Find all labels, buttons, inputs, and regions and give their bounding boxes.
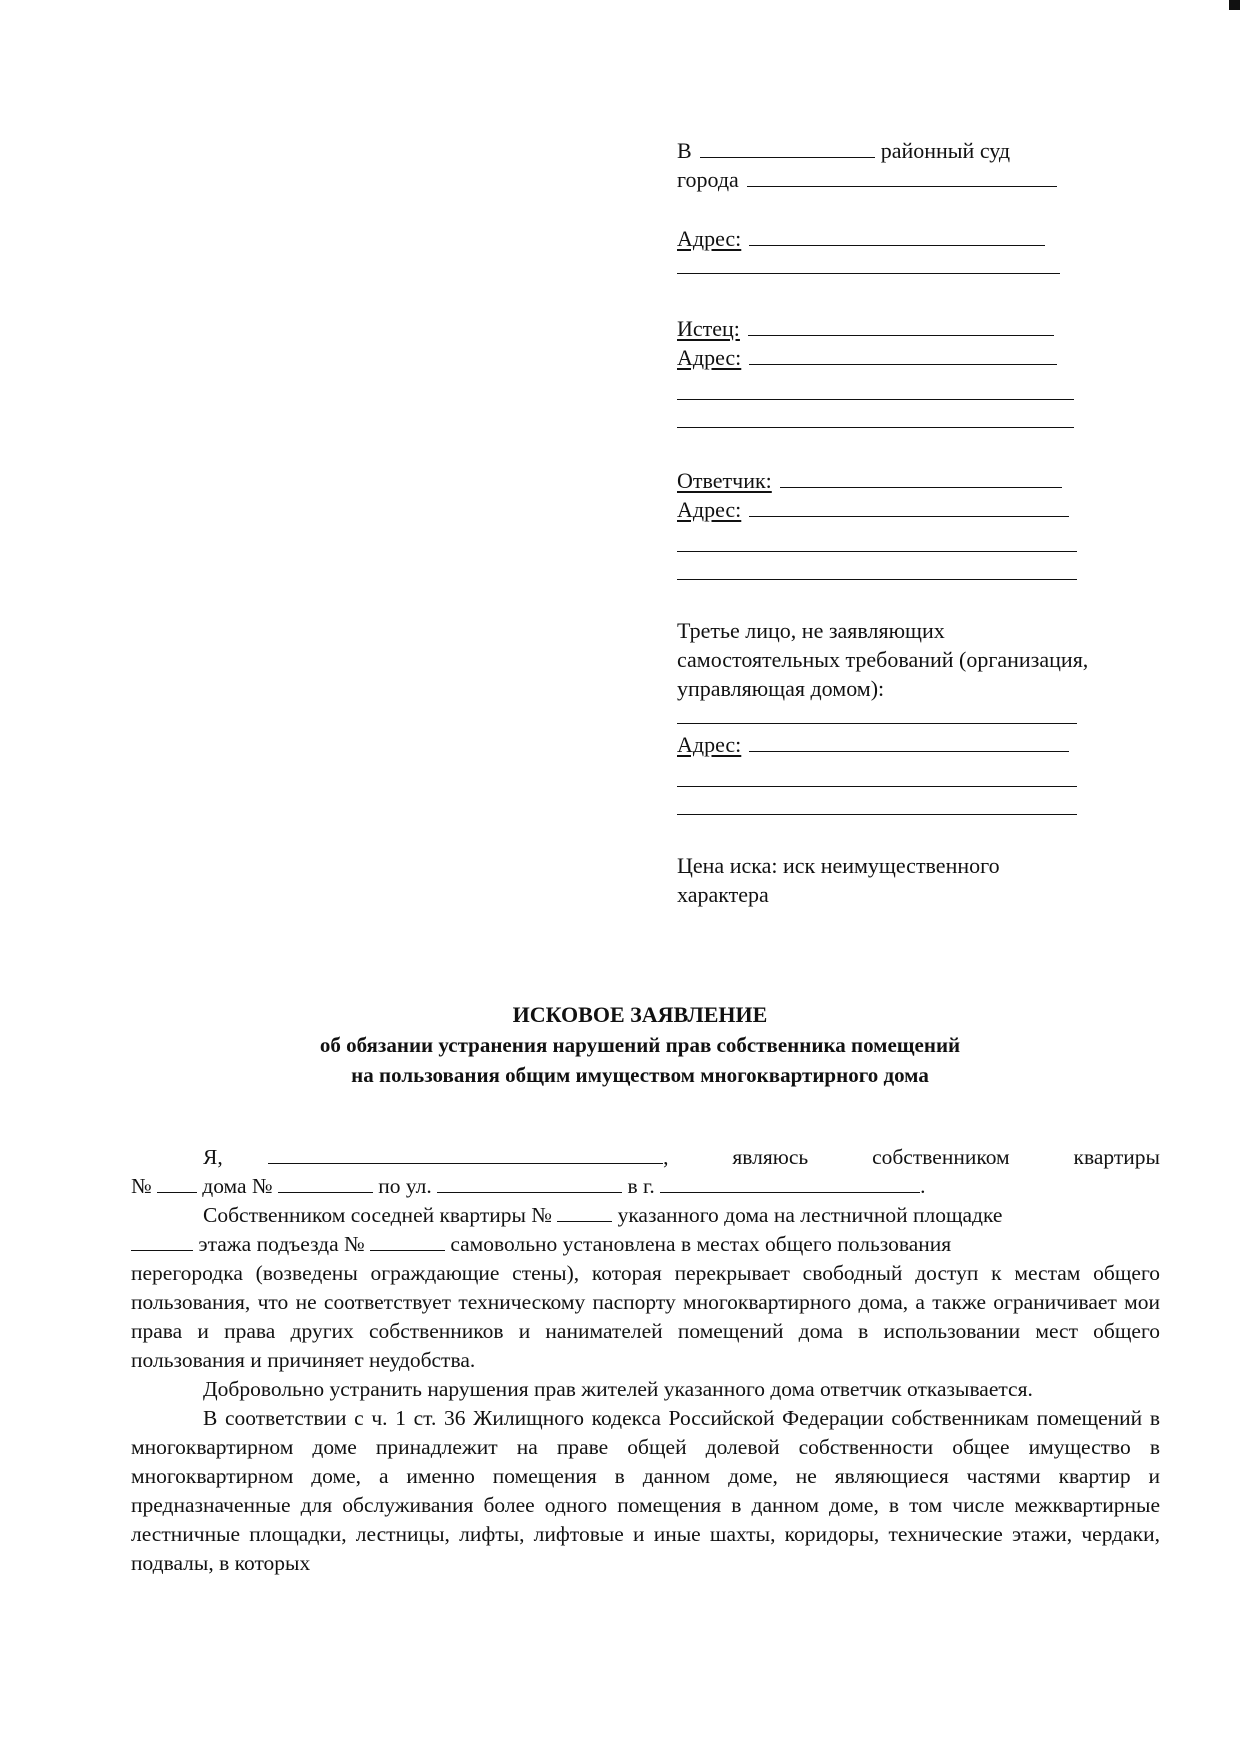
text: собственником <box>872 1145 1010 1169</box>
plaintiff-line <box>677 314 1157 343</box>
body-line-3 <box>131 1201 1160 1230</box>
document-title: ИСКОВОЕ ЗАЯВЛЕНИЕ <box>512 1002 768 1027</box>
claim-price-line1: Цена иска: иск неимущественного <box>677 853 1000 878</box>
text: № <box>131 1174 152 1198</box>
court-address-field[interactable] <box>749 227 1045 246</box>
third-party-address-label: Адрес: <box>677 732 742 757</box>
city-label: города <box>677 167 739 192</box>
plaintiff-label: Истец: <box>677 316 740 341</box>
third-party-address-field-2[interactable] <box>677 759 1077 787</box>
street-field[interactable] <box>437 1175 622 1193</box>
third-party-label-line3: управляющая домом): <box>677 676 885 701</box>
text: в г. <box>627 1174 655 1198</box>
third-party-label-line2: самостоятельных требований (организация, <box>677 647 1089 672</box>
court-suffix: районный суд <box>880 138 1011 163</box>
text: . <box>920 1174 926 1198</box>
defendant-address-line <box>677 495 1157 524</box>
plaintiff-address-line <box>677 343 1157 372</box>
document-subtitle-line1: об обязании устранения нарушений прав собственника помещений <box>319 1033 961 1057</box>
text: , <box>663 1145 669 1169</box>
entrance-field[interactable] <box>370 1233 445 1251</box>
third-party-label-line1: Третье лицо, не заявляющих <box>677 618 945 643</box>
body-line-1 <box>131 1143 1160 1172</box>
court-address-field-2[interactable] <box>677 253 1060 274</box>
court-line <box>677 136 1157 165</box>
text: Собственником соседней квартиры № <box>203 1203 552 1227</box>
house-number-field[interactable] <box>278 1175 373 1193</box>
defendant-field[interactable] <box>780 469 1062 488</box>
court-address-line <box>677 224 1157 253</box>
text: являюсь <box>732 1145 809 1169</box>
court-name-field[interactable] <box>700 139 875 158</box>
floor-field[interactable] <box>131 1233 193 1251</box>
third-party-address-line <box>677 730 1157 759</box>
defendant-address-field-2[interactable] <box>677 524 1077 552</box>
city-name-field[interactable] <box>660 1175 920 1193</box>
text: этажа подъезда № <box>198 1232 365 1256</box>
text: самовольно установлена в местах общего пользования <box>450 1232 952 1256</box>
defendant-address-field[interactable] <box>749 498 1069 517</box>
plaintiff-field[interactable] <box>748 317 1054 336</box>
defendant-label: Ответчик: <box>677 468 772 493</box>
plaintiff-address-field-3[interactable] <box>677 400 1074 428</box>
city-line <box>677 165 1157 194</box>
scan-corner-mark <box>1229 0 1240 10</box>
city-field[interactable] <box>747 168 1057 187</box>
text: по ул. <box>378 1174 432 1198</box>
document-subtitle-line2: на пользования общим имуществом многоквартирного дома <box>351 1063 929 1087</box>
paragraph-refusal: Добровольно устранить нарушения прав жителей указанного дома ответчик отказывается. <box>203 1377 1033 1401</box>
document-title-block <box>130 1000 1150 1090</box>
third-party-address-field-3[interactable] <box>677 787 1077 815</box>
defendant-address-label: Адрес: <box>677 497 742 522</box>
third-party-address-field[interactable] <box>749 733 1069 752</box>
apartment-number-field[interactable] <box>157 1175 197 1193</box>
paragraph-housing-code: В соответствии с ч. 1 ст. 36 Жилищного кодекса Российской Федерации собственникам помещений в многоквартирном доме принадлежит на праве общей долевой собственности общее имущество в многоквартирном доме, а именно помещения в данном доме, не являющиеся частями квартир и предназначенные для обслуживания более одного помещения в данном доме, в том числе межквартирные лестничные площадки, лестницы, лифты, лифтовые и иные шахты, коридоры, технические этажи, чердаки, подвалы, в которых <box>131 1406 1160 1575</box>
plaintiff-address-label: Адрес: <box>677 345 742 370</box>
body-line-2 <box>131 1172 1160 1201</box>
court-address-label: Адрес: <box>677 226 742 251</box>
neighbor-apartment-field[interactable] <box>557 1204 612 1222</box>
plaintiff-address-field[interactable] <box>749 346 1057 365</box>
paragraph-partition: перегородка (возведены ограждающие стены), которая перекрывает свободный доступ к местам общего пользования, что не соответствует техническому паспорту многоквартирного дома, а также ограничивает мои права и права других собственников и нанимателей помещений дома в использовании мест общего пользования и причиняет неудобства. <box>131 1261 1160 1372</box>
court-prefix: В <box>677 138 692 163</box>
addressee-block <box>677 136 1157 909</box>
body-line-4 <box>131 1230 1160 1259</box>
defendant-address-field-3[interactable] <box>677 552 1077 580</box>
defendant-line <box>677 466 1157 495</box>
text: Я, <box>203 1145 223 1169</box>
text: дома № <box>202 1174 273 1198</box>
text: квартиры <box>1073 1145 1160 1169</box>
third-party-field[interactable] <box>677 703 1077 724</box>
claim-price-line2: характера <box>677 882 769 907</box>
text: указанного дома на лестничной площадке <box>617 1203 1003 1227</box>
plaintiff-address-field-2[interactable] <box>677 372 1074 400</box>
owner-name-field[interactable] <box>268 1146 663 1164</box>
document-body <box>131 1143 1160 1578</box>
